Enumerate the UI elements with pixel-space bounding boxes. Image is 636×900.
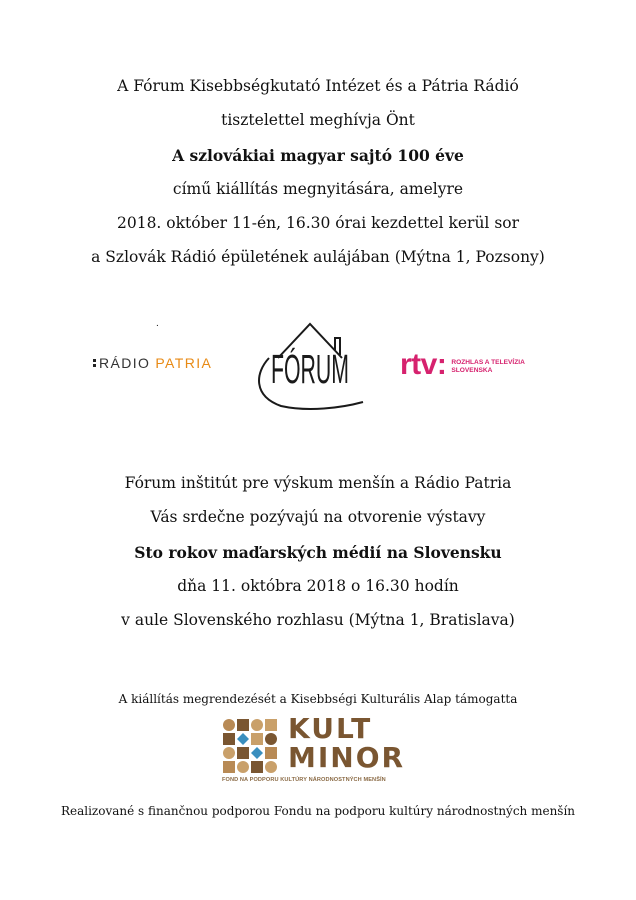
support-note-hu: A kiállítás megrendezését a Kisebbségi Kulturális Alap támogatta bbox=[118, 692, 518, 706]
kultminor-name bbox=[288, 714, 405, 772]
rtvs-mark: rtv: bbox=[400, 348, 447, 381]
kultminor-grid-icon bbox=[222, 718, 280, 776]
radio-patria-colon-icon bbox=[93, 358, 96, 368]
invitation-line-sk-2: Vás srdečne pozývajú na otvorenie výstavy bbox=[150, 508, 486, 526]
kultminor-word1: KULT bbox=[288, 712, 373, 745]
invitation-venue-sk: v aule Slovenského rozhlasu (Mýtna 1, Bratislava) bbox=[121, 611, 515, 629]
rtvs-logo bbox=[400, 345, 525, 385]
radio-patria-word1: RÁDIO bbox=[99, 355, 151, 371]
rtvs-subtitle bbox=[451, 359, 525, 375]
forum-logo-text: FÓRUM bbox=[271, 346, 349, 392]
invitation-line-hu-1: A Fórum Kisebbségkutató Intézet és a Pátria Rádió bbox=[117, 77, 519, 95]
rtvs-subtitle-2: SLOVENSKA bbox=[451, 367, 493, 374]
kultminor-logo bbox=[222, 712, 422, 783]
invitation-date-sk: dňa 11. októbra 2018 o 16.30 hodín bbox=[177, 577, 459, 595]
kultminor-word2: MINOR bbox=[288, 741, 406, 774]
stray-dot: . bbox=[156, 318, 159, 329]
invitation-date-hu: 2018. október 11-én, 16.30 órai kezdettel kerül sor bbox=[116, 214, 520, 232]
invitation-line-hu-2: tisztelettel meghívja Önt bbox=[221, 111, 415, 129]
support-note-sk: Realizované s finančnou podporou Fondu na podporu kultúry národnostných menšín bbox=[60, 804, 576, 818]
radio-patria-logo bbox=[93, 353, 212, 373]
exhibition-title-hu: A szlovákiai magyar sajtó 100 éve bbox=[172, 146, 464, 165]
invitation-venue-hu: a Szlovák Rádió épületének aulájában (Mýtna 1, Pozsony) bbox=[91, 248, 545, 266]
kultminor-tagline: FOND NA PODPORU KULTÚRY NÁRODNOSTNÝCH MENŠÍN bbox=[222, 777, 386, 783]
rtvs-subtitle-1: ROZHLAS A TELEVÍZIA bbox=[451, 359, 525, 366]
radio-patria-word2: PATRIA bbox=[155, 355, 213, 371]
forum-logo bbox=[253, 318, 368, 413]
invitation-line-sk-1: Fórum inštitút pre výskum menšín a Rádio Patria bbox=[124, 474, 512, 492]
exhibition-title-sk: Sto rokov maďarských médií na Slovensku bbox=[134, 543, 502, 562]
invitation-line-hu-3: című kiállítás megnyitására, amelyre bbox=[172, 180, 464, 198]
